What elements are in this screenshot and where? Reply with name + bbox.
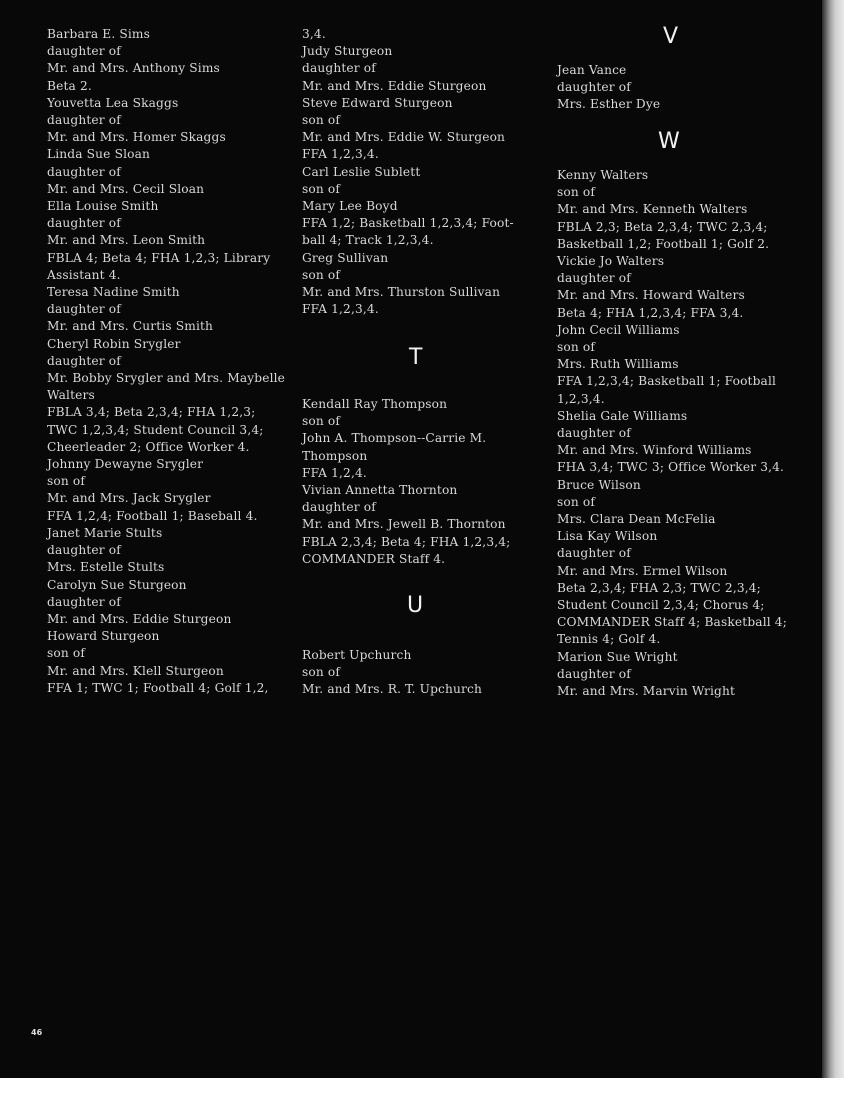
entry-line: Assistant 4. (47, 267, 121, 282)
entry-line: Mr. and Mrs. Eddie Sturgeon (47, 611, 232, 626)
column-1 (47, 26, 292, 697)
entry-line: Teresa Nadine Smith (47, 285, 180, 300)
entry-line: Mr. and Mrs. Klell Sturgeon (47, 663, 224, 678)
entry-line: Kendall Ray Thompson (302, 397, 448, 411)
entry-line: son of (302, 267, 341, 282)
entry-line: Student Council 2,3,4; Chorus 4; (557, 598, 765, 613)
entry-line: Kenny Walters (557, 168, 649, 182)
entry-line: Mr. and Mrs. Eddie W. Sturgeon (302, 130, 506, 145)
entry-line: Mr. and Mrs. Kenneth Walters (557, 202, 748, 217)
section-letter-u: U (407, 593, 424, 618)
column-2-u-section (302, 647, 542, 699)
section-letter-t: T (409, 345, 423, 370)
entry-line: daughter of (557, 546, 631, 561)
entry-line: Mr. and Mrs. Anthony Sims (47, 61, 220, 76)
entry-line: daughter of (47, 543, 121, 558)
entry-line: Greg Sullivan (302, 250, 389, 265)
entry-line: 1,2,3,4. (557, 391, 605, 406)
entry-line: daughter of (47, 302, 121, 317)
entry-line: Mr. and Mrs. Jewell B. Thornton (302, 517, 506, 532)
section-letter-v: V (663, 24, 679, 49)
entry-line: Cheryl Robin Srygler (47, 336, 181, 351)
entry-line: FFA 1,2; Basketball 1,2,3,4; Foot- (302, 216, 514, 231)
entry-line: Mr. Bobby Srygler and Mrs. Maybelle (47, 371, 286, 386)
entry-line: daughter of (557, 271, 631, 286)
entry-line: Mr. and Mrs. Ermel Wilson (557, 563, 728, 578)
entry-line: Cheerleader 2; Office Worker 4. (47, 439, 250, 454)
entry-line: FHA 3,4; TWC 3; Office Worker 3,4. (557, 460, 785, 475)
column-3-v-section (557, 62, 807, 114)
entry-line: ball 4; Track 1,2,3,4. (302, 233, 434, 248)
entry-line: Vivian Annetta Thornton (302, 483, 458, 498)
entry-line: COMMANDER Staff 4; Basketball 4; (557, 615, 787, 630)
entry-line: Mr. and Mrs. Cecil Sloan (47, 181, 205, 196)
entry-line: daughter of (302, 500, 376, 515)
entry-line: daughter of (47, 594, 121, 609)
page-edge-binding (822, 0, 844, 1078)
entry-line: son of (557, 185, 596, 200)
entry-line: daughter of (47, 113, 121, 128)
entry-line: Mrs. Ruth Williams (557, 357, 679, 372)
entry-line: John Cecil Williams (557, 322, 680, 337)
entry-line: FBLA 4; Beta 4; FHA 1,2,3; Library (47, 250, 271, 265)
entry-line: Marion Sue Wright (557, 649, 678, 664)
entry-line: Thompson (302, 448, 368, 463)
entry-line: son of (557, 340, 596, 355)
entry-line: daughter of (557, 80, 631, 95)
entry-line: Robert Upchurch (302, 648, 412, 662)
column-2-t-section (302, 396, 542, 568)
entry-line: FFA 1,2,3,4. (302, 302, 379, 317)
entry-line: Mrs. Esther Dye (557, 97, 661, 112)
entry-line: FFA 1; TWC 1; Football 4; Golf 1,2, (47, 680, 269, 695)
entry-line: Mr. and Mrs. Howard Walters (557, 288, 745, 303)
entry-line: FFA 1,2,3,4. (302, 147, 379, 162)
entry-line: son of (47, 646, 86, 661)
entry-line: Linda Sue Sloan (47, 147, 151, 162)
entry-line: 3,4. (302, 27, 326, 41)
entry-line: son of (302, 665, 341, 680)
entry-line: FBLA 2,3,4; Beta 4; FHA 1,2,3,4; (302, 534, 511, 549)
entry-line: Mr. and Mrs. Eddie Sturgeon (302, 78, 487, 93)
entry-line: daughter of (47, 164, 121, 179)
entry-line: Jean Vance (557, 63, 627, 77)
entry-line: Lisa Kay Wilson (557, 529, 658, 544)
entry-line: FFA 1,2,4. (302, 465, 367, 480)
entry-line: Youvetta Lea Skaggs (47, 95, 179, 110)
section-letter-w: W (658, 129, 680, 154)
entry-line: son of (557, 494, 596, 509)
entry-line: daughter of (557, 426, 631, 441)
entry-line: Barbara E. Sims (47, 27, 151, 41)
entry-line: Beta 2. (47, 78, 92, 93)
entry-line: Carl Leslie Sublett (302, 164, 421, 179)
entry-line: Mr. and Mrs. Jack Srygler (47, 491, 211, 506)
entry-line: Basketball 1,2; Football 1; Golf 2. (557, 236, 770, 251)
entry-line: Steve Edward Sturgeon (302, 95, 453, 110)
entry-line: son of (47, 474, 86, 489)
page-number: 46 (31, 1028, 43, 1037)
entry-line: Howard Sturgeon (47, 629, 160, 644)
entry-line: daughter of (47, 353, 121, 368)
entry-line: daughter of (302, 61, 376, 76)
entry-line: daughter of (47, 44, 121, 59)
column-2-top (302, 26, 542, 318)
entry-line: Carolyn Sue Sturgeon (47, 577, 187, 592)
entry-line: Beta 2,3,4; FHA 2,3; TWC 2,3,4; (557, 580, 761, 595)
entry-line: son of (302, 113, 341, 128)
entry-line: Mr. and Mrs. Leon Smith (47, 233, 206, 248)
entry-line: Mr. and Mrs. Thurston Sullivan (302, 285, 501, 300)
entry-line: Bruce Wilson (557, 477, 641, 492)
entry-line: son of (302, 414, 341, 429)
entry-line: John A. Thompson--Carrie M. (302, 431, 487, 446)
entry-line: Mr. and Mrs. Curtis Smith (47, 319, 214, 334)
entry-line: Tennis 4; Golf 4. (557, 632, 661, 647)
entry-line: Johnny Dewayne Srygler (47, 457, 204, 472)
entry-line: Shelia Gale Williams (557, 408, 688, 423)
entry-line: daughter of (47, 216, 121, 231)
entry-line: Mary Lee Boyd (302, 199, 398, 214)
entry-line: Walters (47, 388, 95, 403)
entry-line: Ella Louise Smith (47, 199, 159, 214)
entry-line: FFA 1,2,3,4; Basketball 1; Football (557, 374, 777, 389)
entry-line: FBLA 2,3; Beta 2,3,4; TWC 2,3,4; (557, 219, 768, 234)
entry-line: Mr. and Mrs. Marvin Wright (557, 684, 736, 699)
entry-line: Mr. and Mrs. Homer Skaggs (47, 130, 226, 145)
entry-line: Mr. and Mrs. Winford Williams (557, 443, 752, 458)
entry-line: Beta 4; FHA 1,2,3,4; FFA 3,4. (557, 305, 744, 320)
entry-line: son of (302, 181, 341, 196)
entry-line: COMMANDER Staff 4. (302, 551, 446, 566)
entry-line: Mrs. Estelle Stults (47, 560, 165, 575)
entry-line: Mr. and Mrs. R. T. Upchurch (302, 682, 482, 697)
entry-line: FBLA 3,4; Beta 2,3,4; FHA 1,2,3; (47, 405, 256, 420)
entry-line: Mrs. Clara Dean McFelia (557, 512, 716, 527)
entry-line: daughter of (557, 666, 631, 681)
entry-line: Judy Sturgeon (302, 44, 393, 59)
entry-line: TWC 1,2,3,4; Student Council 3,4; (47, 422, 264, 437)
entry-line: Janet Marie Stults (47, 525, 163, 540)
entry-line: FFA 1,2,4; Football 1; Baseball 4. (47, 508, 258, 523)
column-3-w-section (557, 167, 807, 700)
entry-line: Vickie Jo Walters (557, 254, 665, 269)
